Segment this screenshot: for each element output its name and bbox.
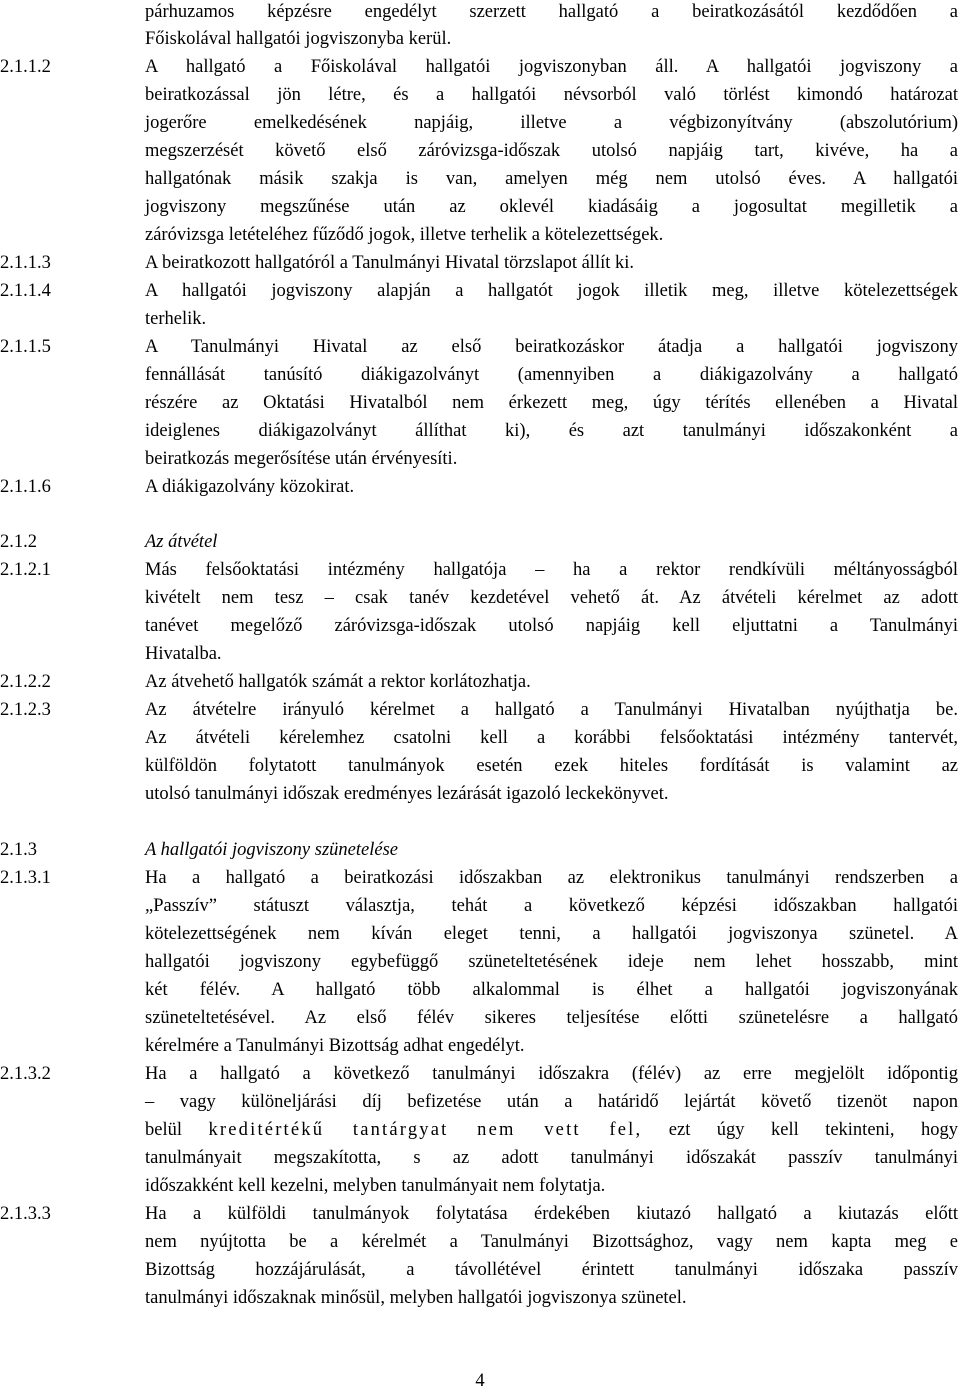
paragraph-text: Más felsőoktatási intézmény hallgatója – ha a rektor rendkívüli méltányosságból (145, 560, 958, 580)
paragraph-text: Az átvételre irányuló kérelmet a hallgató a Tanulmányi Hivatalban nyújthatja be. (145, 700, 958, 720)
document-line (0, 1117, 960, 1145)
paragraph-text: beiratkozással jön létre, és a hallgatói névsorból való törlést kimondó határozat (145, 85, 958, 105)
document-line (0, 110, 960, 138)
document-line (0, 334, 960, 362)
paragraph-text: Ha a külföldi tanulmányok folytatása érdekében kiutazó hallgató a kiutazás előtt (145, 1204, 958, 1224)
paragraph-text: Főiskolával hallgatói jogviszonyba kerül. (145, 29, 452, 49)
paragraph-text: nem nyújtotta be a kérelmét a Tanulmányi Bizottsághoz, vagy nem kapta meg e (145, 1232, 958, 1252)
paragraph-text: A hallgató a Főiskolával hallgatói jogviszonyban áll. A hallgatói jogviszony a (145, 57, 958, 77)
paragraph-text: külföldön folytatott tanulmányok esetén ezek hiteles fordítását is valamint az (145, 756, 958, 776)
paragraph-text: kérelmére a Tanulmányi Bizottság adhat engedélyt. (145, 1036, 525, 1056)
document-line (0, 278, 960, 306)
paragraph-text: – vagy különeljárási díj befizetése után a határidő lejártát követő tizenöt napon (145, 1092, 958, 1112)
document-line (0, 418, 960, 446)
document-line (0, 725, 960, 753)
section-heading: Az átvétel (145, 532, 218, 552)
emphasis-spaced-text: kreditértékű tantárgyat nem vett fel, (208, 1120, 643, 1140)
paragraph-text: szüneteltetésével. Az első félév sikeres teljesítése előtti szünetelésre a hallgató (145, 1008, 958, 1028)
paragraph-text: jogerőre emelkedésének napjáig, illetve a végbizonyítvány (abszolutórium) (145, 113, 958, 133)
section-number: 2.1.1.2 (0, 57, 51, 77)
section-number: 2.1.1.4 (0, 281, 51, 301)
paragraph-text: Az átvételi kérelemhez csatolni kell a korábbi felsőoktatási intézmény tantervét, (145, 728, 958, 748)
document-line (0, 1173, 960, 1201)
document-line (0, 54, 960, 82)
document-line (0, 977, 960, 1005)
paragraph-text: Bizottság hozzájárulását, a távollétével érintett tanulmányi időszaka passzív (145, 1260, 958, 1280)
section-number: 2.1.2.3 (0, 700, 51, 720)
document-line (0, 166, 960, 194)
paragraph-text: jogviszony megszűnése után az oklevél kiadásáig a jogosultat megilletik a (145, 197, 958, 217)
section-number: 2.1.1.5 (0, 337, 51, 357)
document-line (0, 0, 960, 27)
document-line (0, 893, 960, 921)
paragraph-text: kivételt nem tesz – csak tanév kezdetével vehető át. Az átvételi kérelmet az adott (145, 588, 958, 608)
paragraph-text: beiratkozás megerősítése után érvényesíti. (145, 449, 458, 469)
document-line (0, 949, 960, 977)
document-line (0, 1061, 960, 1089)
section-number: 2.1.3.1 (0, 868, 51, 888)
document-line (0, 669, 960, 697)
document-line (0, 529, 960, 557)
document-line (0, 1033, 960, 1061)
document-line (0, 222, 960, 250)
document-line (0, 362, 960, 390)
document-line (0, 1257, 960, 1285)
paragraph-text: záróvizsga letételéhez fűződő jogok, illetve terhelik a kötelezettségek. (145, 225, 664, 245)
document-line (0, 613, 960, 641)
document-line (0, 641, 960, 669)
document-line (0, 446, 960, 474)
section-number: 2.1.3 (0, 840, 37, 860)
document-line (0, 474, 960, 502)
paragraph-text: A beiratkozott hallgatóról a Tanulmányi Hivatal törzslapot állít ki. (145, 253, 635, 273)
paragraph-text: párhuzamos képzésre engedélyt szerzett hallgató a beiratkozásától kezdődően a (145, 2, 958, 22)
paragraph-text: Hivatalba. (145, 644, 222, 664)
document-line (0, 1201, 960, 1229)
document-line (0, 250, 960, 278)
section-number: 2.1.2.2 (0, 672, 51, 692)
document-line (0, 1005, 960, 1033)
document-line (0, 1229, 960, 1257)
paragraph-text: megszerzését követő első záróvizsga-időszak utolsó napjáig tart, kivéve, ha a (145, 141, 958, 161)
section-number: 2.1.3.3 (0, 1204, 51, 1224)
paragraph-text: terhelik. (145, 309, 207, 329)
paragraph-text: időszakként kell kezelni, melyben tanulmányait nem folytatja. (145, 1176, 606, 1196)
paragraph-text: kötelezettségének nem kíván eleget tenni, a hallgatói jogviszonya szünetel. A (145, 924, 958, 944)
paragraph-text: két félév. A hallgató több alkalommal is élhet a hallgatói jogviszonyának (145, 980, 958, 1000)
document-line (0, 865, 960, 893)
document-line (0, 1285, 960, 1313)
section-number: 2.1.3.2 (0, 1064, 51, 1084)
document-line (0, 1089, 960, 1117)
document-line (0, 26, 960, 54)
document-line (0, 390, 960, 418)
paragraph-text: hallgatói jogviszony egybefüggő szüneteltetésének ideje nem lehet hosszabb, mint (145, 952, 958, 972)
document-line (0, 557, 960, 585)
paragraph-text: Ha a hallgató a beiratkozási időszakban az elektronikus tanulmányi rendszerben a (145, 868, 958, 888)
document-line (0, 753, 960, 781)
paragraph-text: tanulmányait megszakította, s az adott tanulmányi időszakát passzív tanulmányi (145, 1148, 958, 1168)
document-line (0, 138, 960, 166)
document-line (0, 697, 960, 725)
section-number: 2.1.2.1 (0, 560, 51, 580)
page-number: 4 (475, 1371, 485, 1391)
paragraph-text: ideiglenes diákigazolványt állíthat ki), és azt tanulmányi időszakonként a (145, 421, 958, 441)
document-line (0, 306, 960, 334)
paragraph-text: Ha a hallgató a következő tanulmányi időszakra (félév) az erre megjelölt időpontig (145, 1064, 958, 1084)
paragraph-text: részére az Oktatási Hivatalból nem érkezett meg, úgy térítés ellenében a Hivatal (145, 393, 958, 413)
paragraph-text: „Passzív” státuszt választja, tehát a következő képzési időszakban hallgatói (145, 896, 958, 916)
paragraph-text: Az átvehető hallgatók számát a rektor korlátozhatja. (145, 672, 531, 692)
paragraph-text: hallgatónak másik szakja is van, amelyen még nem utolsó éves. A hallgatói (145, 169, 958, 189)
paragraph-text: belül kreditértékű tantárgyat nem vett fel, ezt úgy kell tekinteni, hogy (145, 1120, 958, 1140)
paragraph-text: A diákigazolvány közokirat. (145, 477, 355, 497)
section-number: 2.1.1.6 (0, 477, 51, 497)
section-number: 2.1.2 (0, 532, 37, 552)
document-line (0, 837, 960, 865)
paragraph-text: A hallgatói jogviszony alapján a hallgatót jogok illetik meg, illetve kötelezettségek (145, 281, 958, 301)
paragraph-text: fennállását tanúsító diákigazolványt (amennyiben a diákigazolvány a hallgató (145, 365, 958, 385)
document-line (0, 781, 960, 809)
document-line (0, 1145, 960, 1173)
paragraph-text: utolsó tanulmányi időszak eredményes lezárását igazoló leckekönyvet. (145, 784, 669, 804)
document-line (0, 194, 960, 222)
paragraph-text: A Tanulmányi Hivatal az első beiratkozáskor átadja a hallgatói jogviszony (145, 337, 958, 357)
document-line (0, 82, 960, 110)
paragraph-text: tanulmányi időszaknak minősül, melyben hallgatói jogviszonya szünetel. (145, 1288, 687, 1308)
document-line (0, 921, 960, 949)
section-heading: A hallgatói jogviszony szünetelése (145, 840, 398, 860)
paragraph-text: tanévet megelőző záróvizsga-időszak utolsó napjáig kell eljuttatni a Tanulmányi (145, 616, 958, 636)
section-number: 2.1.1.3 (0, 253, 51, 273)
document-line (0, 585, 960, 613)
